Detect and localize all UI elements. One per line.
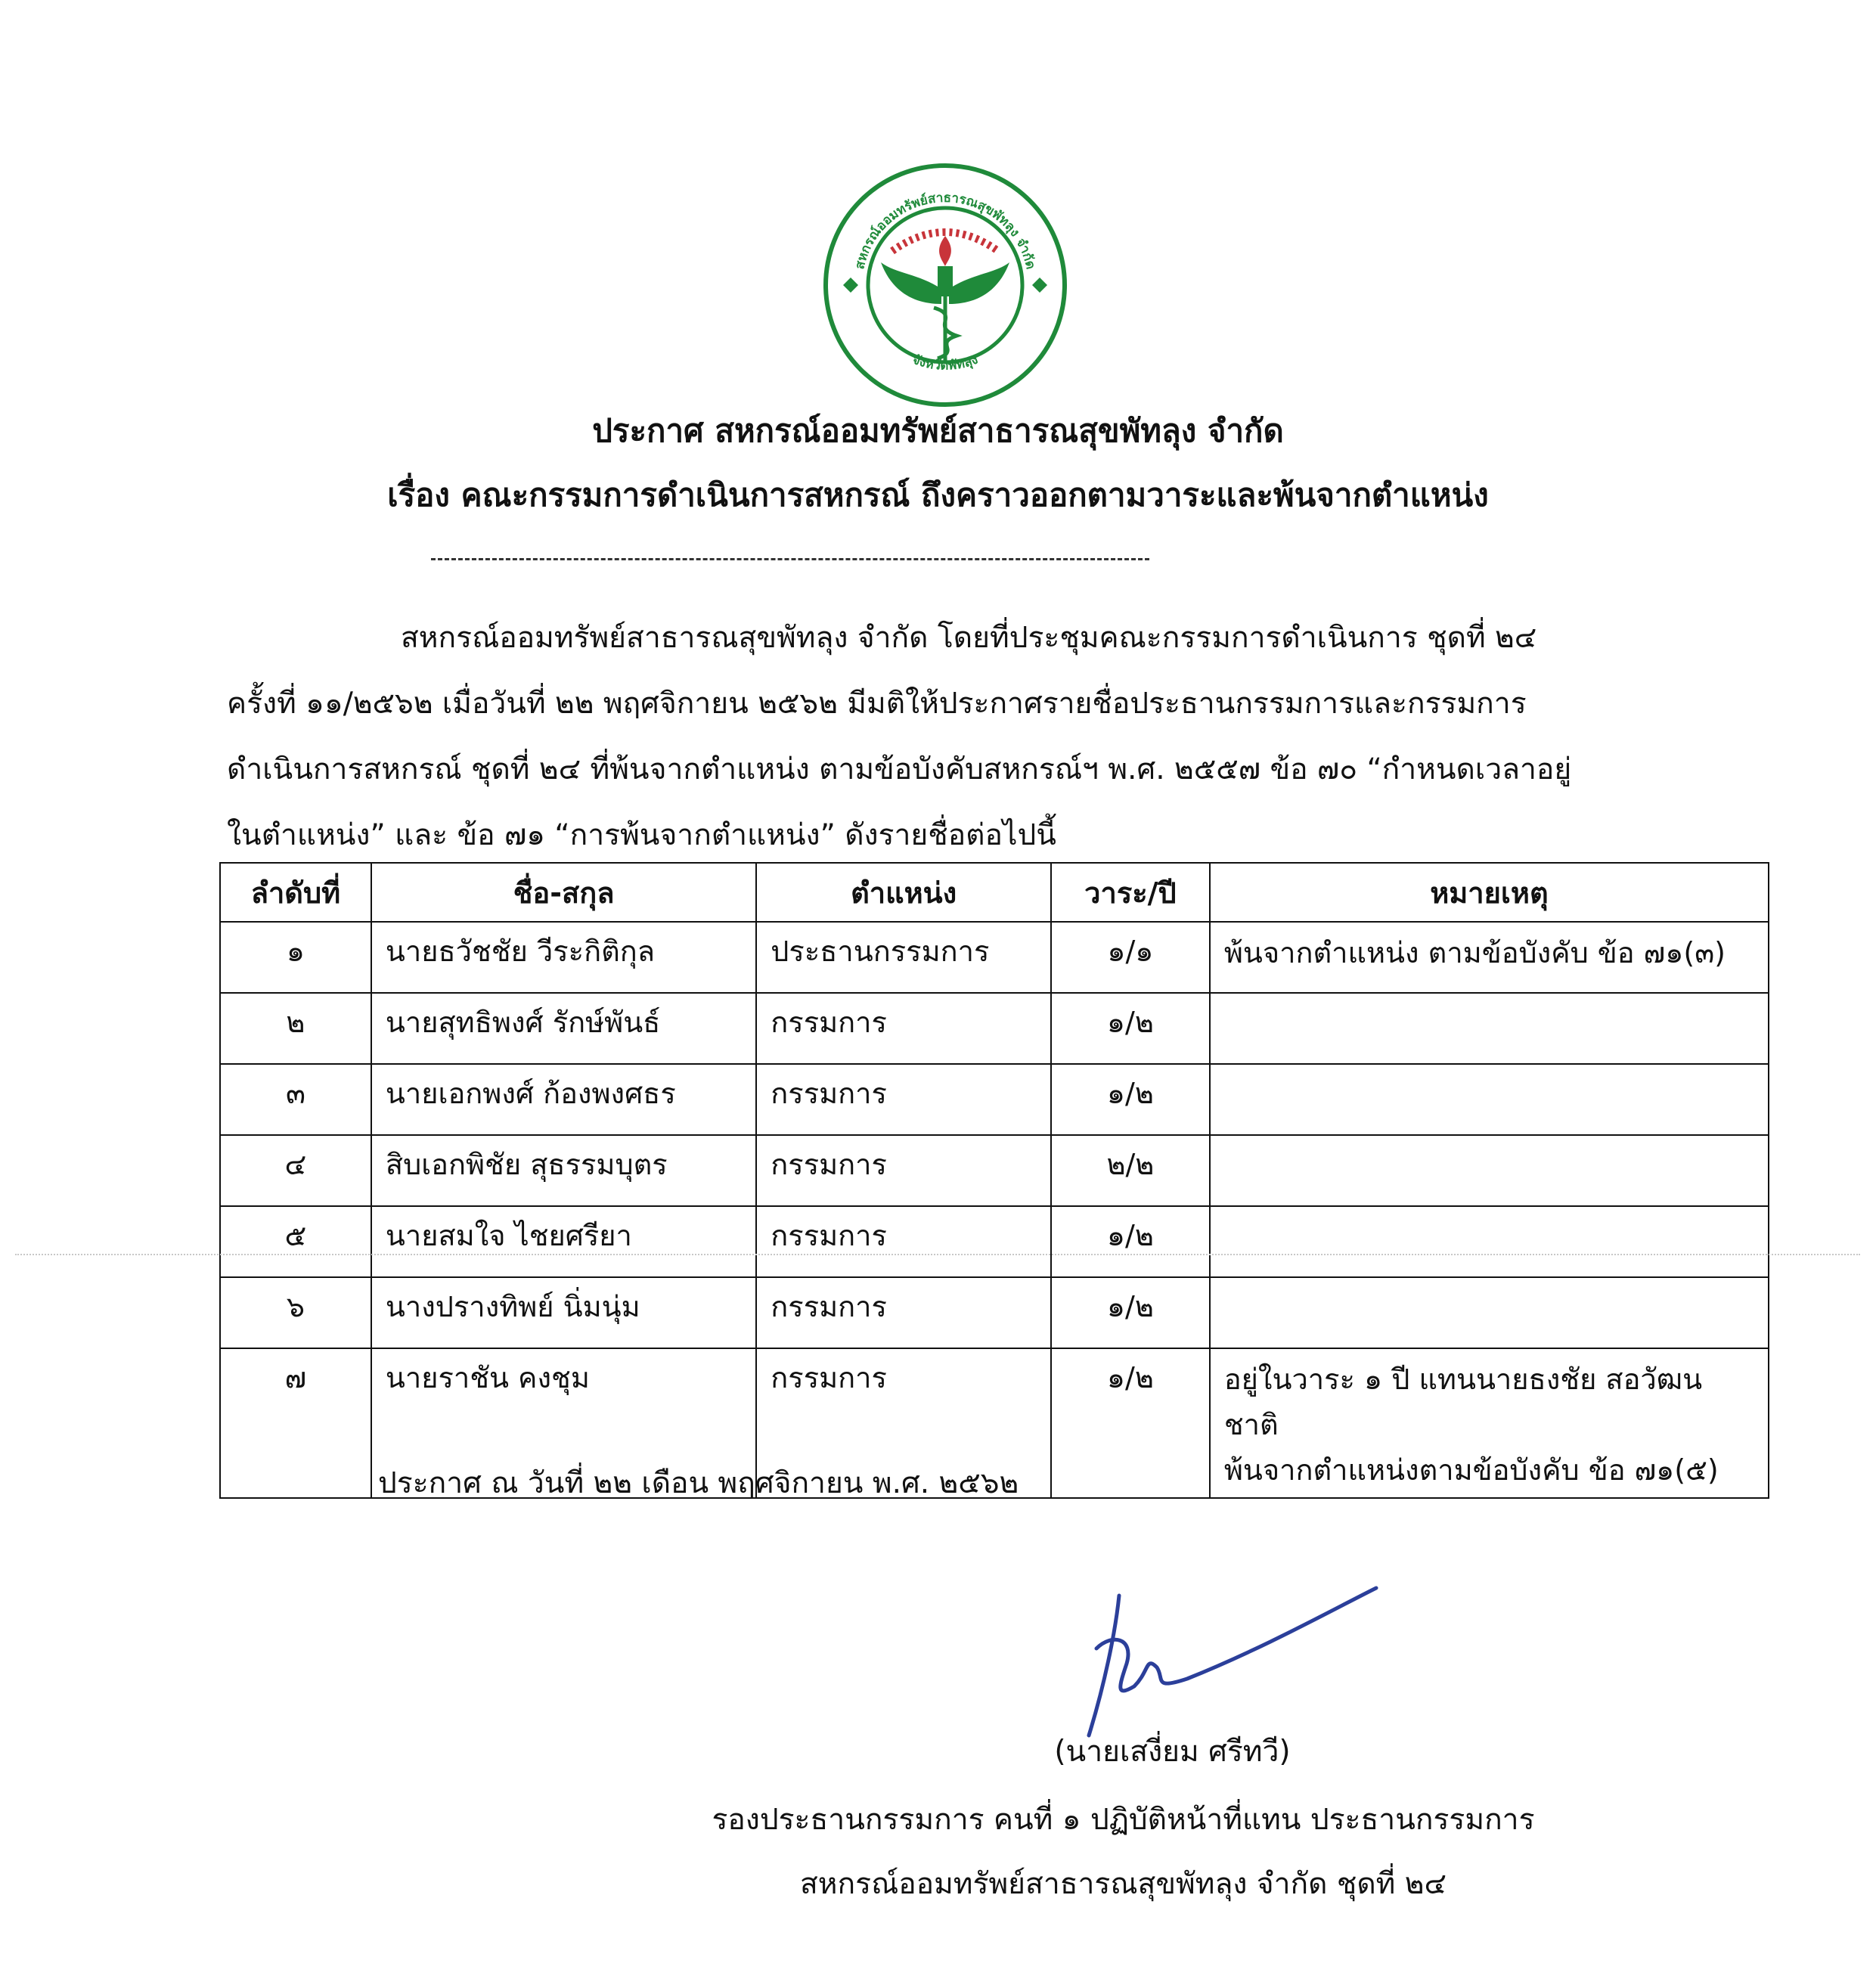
cell-note [1210,1348,1769,1498]
cell-note [1210,1277,1769,1348]
cell-order: ๑ [220,922,371,993]
table-row [220,1206,1769,1277]
cell-note [1210,1064,1769,1135]
cell-name: นายเอกพงศ์ ก้องพงศธร [371,1064,756,1135]
signatory-organization: สหกรณ์ออมทรัพย์สาธารณสุขพัทลุง จำกัด ชุดที่ ๒๔ [800,1867,1447,1901]
left-star-icon [843,278,858,293]
header-note: หมายเหตุ [1210,863,1769,922]
cell-order: ๕ [220,1206,371,1277]
table-row [220,1064,1769,1135]
note-line: พ้นจากตำแหน่งตามข้อบังคับ ข้อ ๗๑(๕) [1223,1453,1719,1487]
cell-order: ๒ [220,993,371,1064]
cell-position: กรรมการ [756,1206,1051,1277]
table-row [220,922,1769,993]
header-term: วาระ/ปี [1051,863,1210,922]
body-line-1: สหกรณ์ออมทรัพย์สาธารณสุขพัทลุง จำกัด โดยที่ประชุมคณะกรรมการดำเนินการ ชุดที่ ๒๔ [401,621,1537,655]
cell-note [1210,993,1769,1064]
torch-icon [938,236,953,296]
cell-order: ๓ [220,1064,371,1135]
cell-term: ๑/๒ [1051,1348,1210,1498]
header-order: ลำดับที่ [220,863,371,922]
header-position: ตำแหน่ง [756,863,1051,922]
cell-note [1210,1206,1769,1277]
cell-position: ประธานกรรมการ [756,922,1051,993]
body-line-4: ในตำแหน่ง” และ ข้อ ๗๑ “การพ้นจากตำแหน่ง” ดังรายชื่อต่อไปนี้ [227,818,1056,852]
dashed-divider [431,558,1149,560]
cell-position: กรรมการ [756,1135,1051,1206]
announcement-date: ประกาศ ณ วันที่ ๒๒ เดือน พฤศจิกายน พ.ศ. ๒๕๖๒ [378,1466,1019,1500]
header-name: ชื่อ-สกุล [371,863,756,922]
cell-order: ๗ [220,1348,371,1498]
cell-term: ๑/๑ [1051,922,1210,993]
cell-name: นายสมใจ ไชยศรียา [371,1206,756,1277]
caduceus-snake-icon [934,296,957,361]
cell-position: กรรมการ [756,993,1051,1064]
cell-order: ๔ [220,1135,371,1206]
body-line-2: ครั้งที่ ๑๑/๒๕๖๒ เมื่อวันที่ ๒๒ พฤศจิกายน ๒๕๖๒ มีมติให้ประกาศรายชื่อประธานกรรมการและกรรมการ [227,687,1527,721]
cell-term: ๑/๒ [1051,1064,1210,1135]
cell-term: ๑/๒ [1051,993,1210,1064]
logo-bottom-text: จังหวัดพัทลุง [910,352,981,374]
cell-term: ๒/๒ [1051,1135,1210,1206]
signatory-title: รองประธานกรรมการ คนที่ ๑ ปฏิบัติหน้าที่แทน ประธานกรรมการ [712,1803,1535,1837]
table-row [220,1277,1769,1348]
announcement-body [227,605,1664,868]
scan-artifact-line [15,1254,1860,1255]
right-star-icon [1032,278,1047,293]
cooperative-seal-logo [820,160,1070,410]
body-line-3: ดำเนินการสหกรณ์ ชุดที่ ๒๔ ที่พ้นจากตำแหน่ง ตามข้อบังคับสหกรณ์ฯ พ.ศ. ๒๕๕๗ ข้อ ๗๐ “กำหนดเวลาอยู่ [227,752,1572,786]
table-row [220,993,1769,1064]
cell-name: นายราชัน คงชุม [371,1348,756,1498]
cell-order: ๖ [220,1277,371,1348]
committee-table [219,862,1769,1499]
announcement-title: ประกาศ สหกรณ์ออมทรัพย์สาธารณสุขพัทลุง จำกัด [592,412,1284,449]
cell-term: ๑/๒ [1051,1206,1210,1277]
table-header-row [220,863,1769,922]
note-line: อยู่ในวาระ ๑ ปี แทนนายธงชัย สอวัฒนชาติ [1223,1363,1703,1441]
cell-note [1210,1135,1769,1206]
cell-name: สิบเอกพิชัย สุธรรมบุตร [371,1135,756,1206]
cell-name: นายธวัชชัย วีระกิติกุล [371,922,756,993]
table-row [220,1135,1769,1206]
cell-name: นายสุทธิพงศ์ รักษ์พันธ์ [371,993,756,1064]
cell-position: กรรมการ [756,1348,1051,1498]
cell-note [1210,922,1769,993]
cell-term: ๑/๒ [1051,1277,1210,1348]
cell-name: นางปรางทิพย์ นิ่มนุ่ม [371,1277,756,1348]
note-line: พ้นจากตำแหน่ง ตามข้อบังคับ ข้อ ๗๑(๓) [1223,936,1726,969]
cell-position: กรรมการ [756,1064,1051,1135]
logo-top-text: สหกรณ์ออมทรัพย์สาธารณสุขพัทลุง จำกัด [852,190,1038,271]
cell-position: กรรมการ [756,1277,1051,1348]
signatory-name: (นายเสงี่ยม ศรีทวี) [1054,1735,1291,1769]
announcement-subject: เรื่อง คณะกรรมการดำเนินการสหกรณ์ ถึงคราวออกตามวาระและพ้นจากตำแหน่ง [387,476,1489,513]
handwritten-signature [1074,1565,1406,1739]
